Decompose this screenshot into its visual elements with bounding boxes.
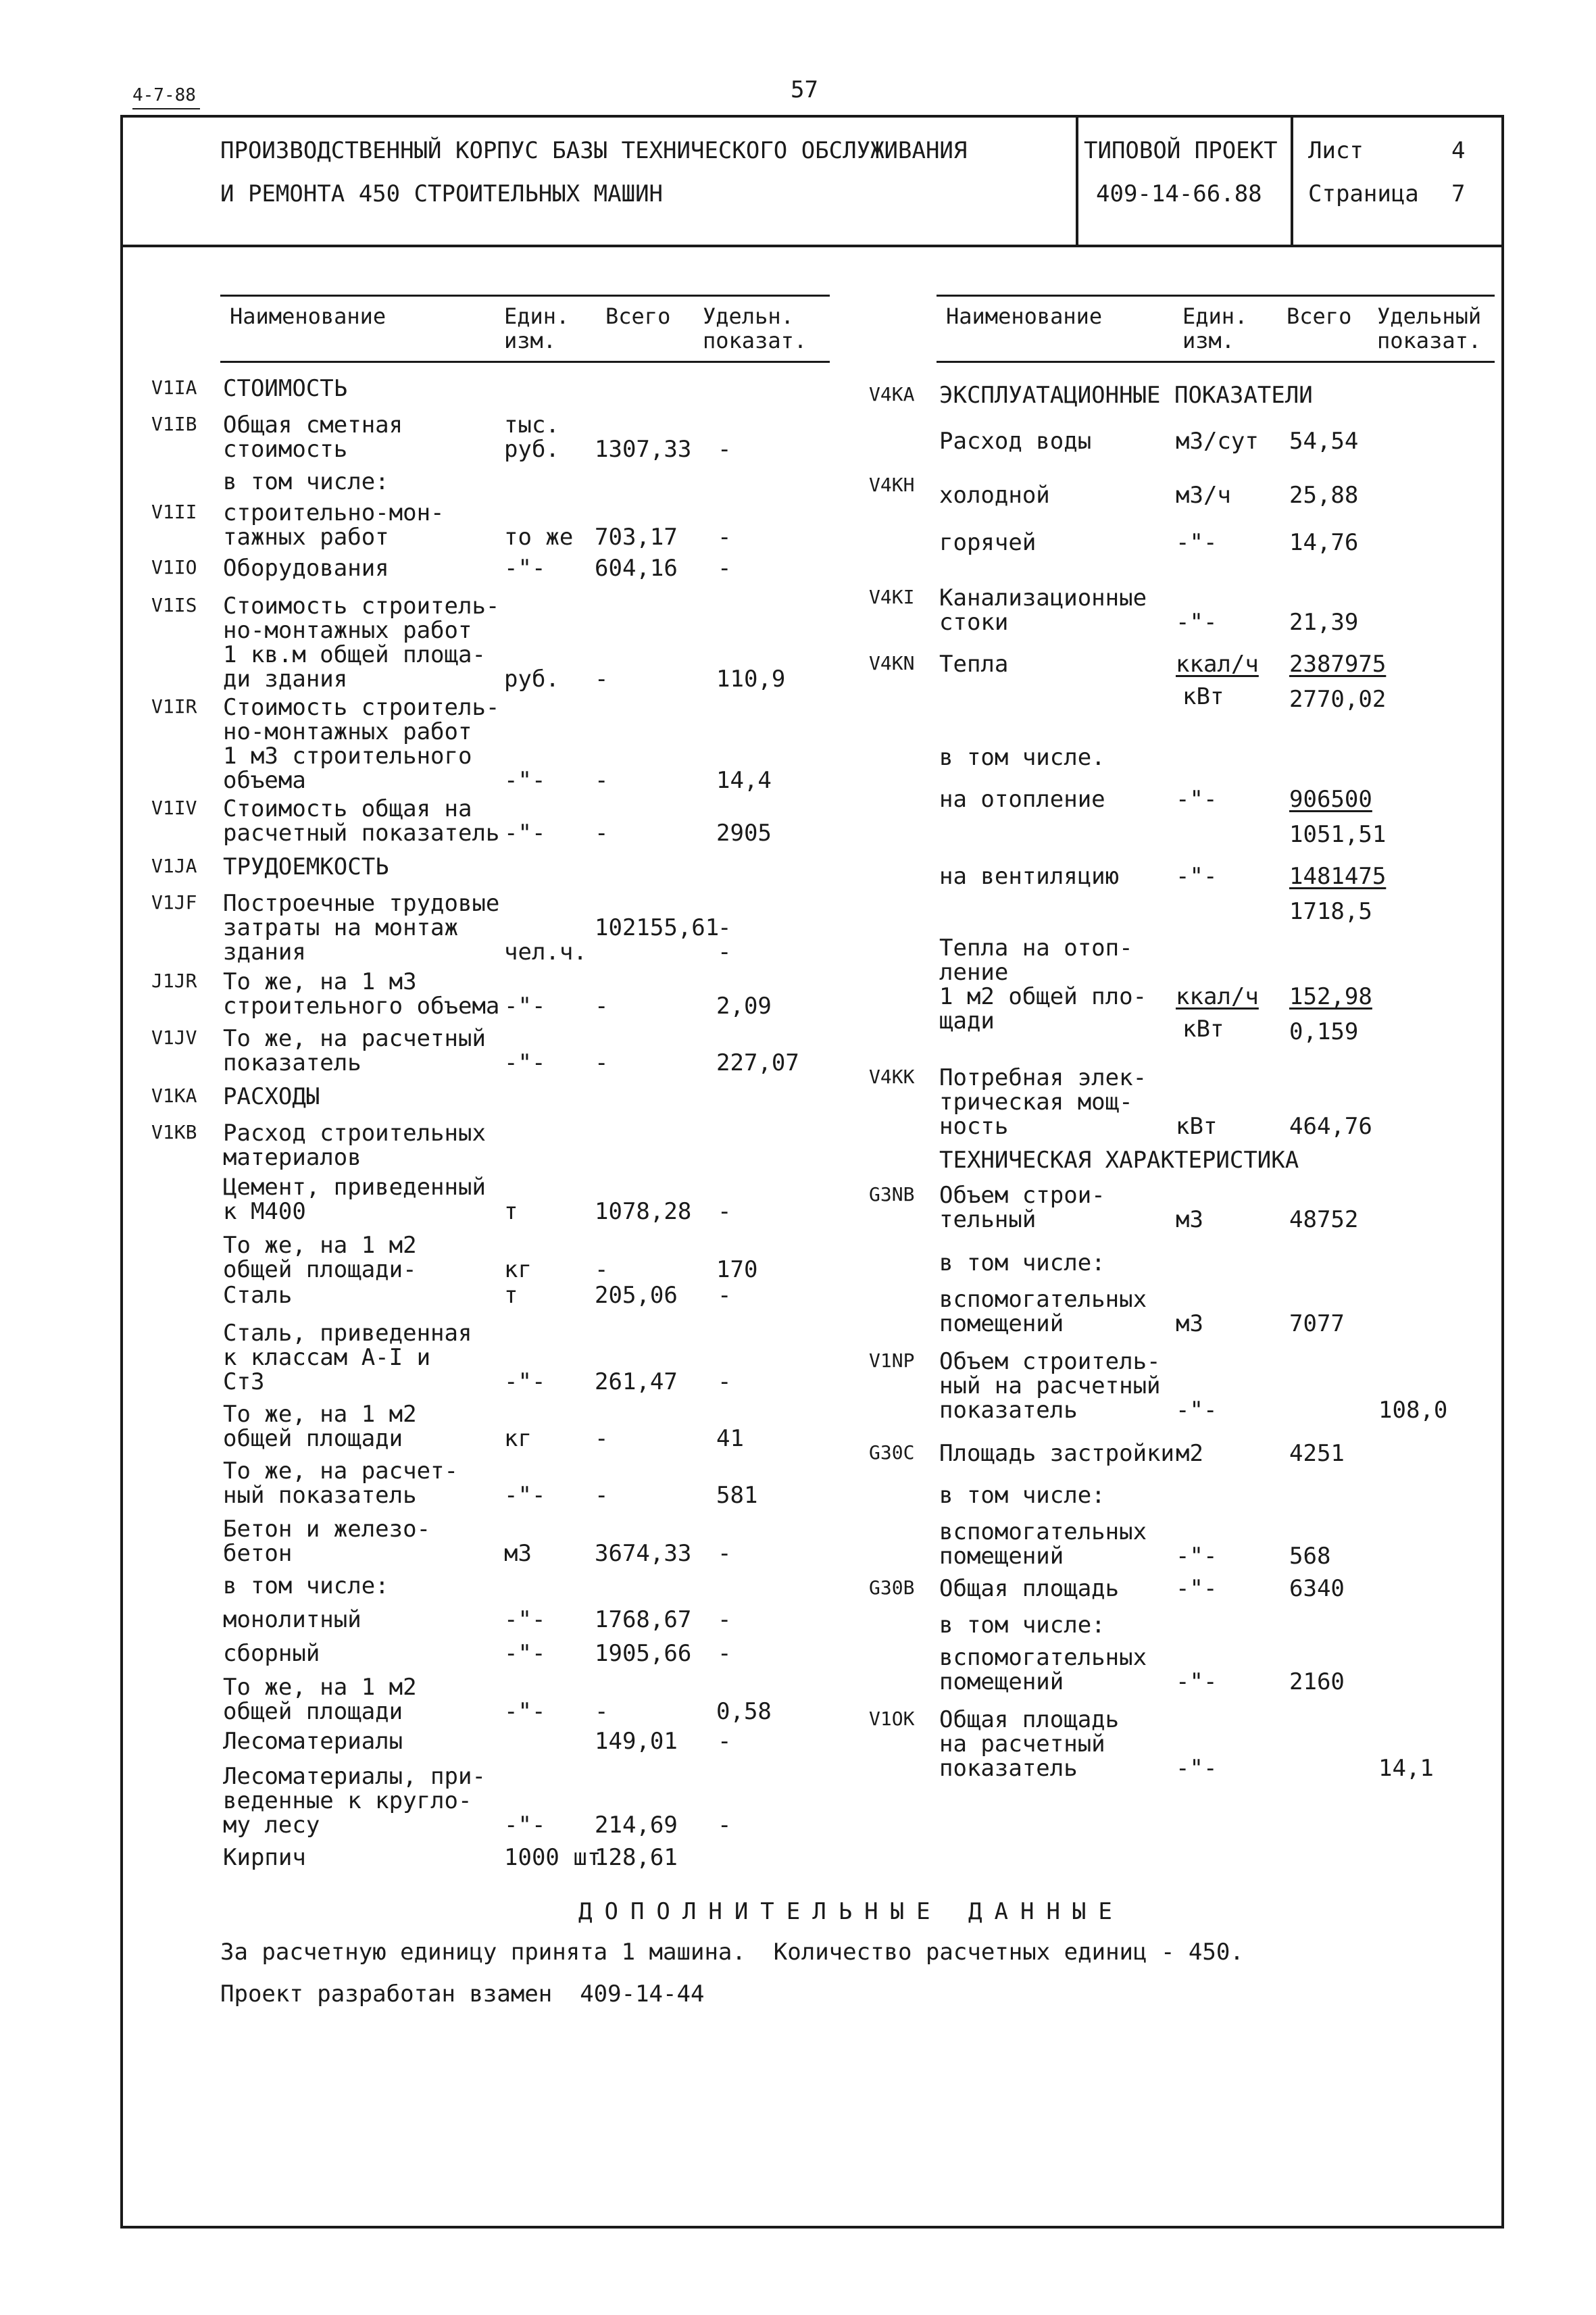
row-name-line: но-монтажных работ <box>223 718 472 745</box>
row-name-line: материалов <box>223 1144 361 1171</box>
row-unit: 1000 шт <box>504 1844 601 1871</box>
row-name-line: Сталь, приведенная <box>223 1320 472 1347</box>
title-block-divider-1 <box>1076 115 1078 246</box>
row-total: 906500 <box>1289 786 1372 813</box>
page-value: 7 <box>1451 180 1466 207</box>
row-name-line: Стоимость строитель- <box>223 593 500 620</box>
row-name-line: Расход воды <box>939 428 1092 455</box>
row-total: 2387975 <box>1289 651 1387 678</box>
row-unit: кВт <box>1176 1113 1218 1140</box>
row-code: V4KN <box>869 652 915 674</box>
row-total: 7077 <box>1289 1310 1345 1337</box>
left-header-unit-1: Един. <box>504 303 570 329</box>
row-name-line: вспомогательных <box>939 1518 1147 1545</box>
row-unit: т <box>504 1198 518 1225</box>
row-name-line: общей площади <box>223 1698 403 1725</box>
row-unit: ккал/ч <box>1176 651 1259 678</box>
row-total: 205,06 <box>595 1282 678 1309</box>
row-name-line: Канализационные <box>939 584 1147 612</box>
row-unit: м3 <box>504 1540 532 1567</box>
row-name-line: в том числе: <box>939 1482 1105 1509</box>
row-unit: -"- <box>504 1698 546 1725</box>
row-code: J1JR <box>151 970 197 992</box>
row-name-line: расчетный показатель <box>223 820 500 847</box>
row-total: 703,17 <box>595 524 678 551</box>
row-name-line: показатель <box>223 1049 361 1076</box>
row-spec: 581 <box>716 1482 758 1509</box>
row-name-line: Общая сметная <box>223 412 403 439</box>
row-total: 1718,5 <box>1289 898 1372 925</box>
row-total: 54,54 <box>1289 428 1359 455</box>
row-spec: 227,07 <box>716 1049 799 1076</box>
footer-line-1: За расчетную единицу принята 1 машина. Количество расчетных единиц - 450. <box>220 1939 1244 1966</box>
row-code: V1KB <box>151 1121 197 1143</box>
row-spec: 2905 <box>716 820 772 847</box>
row-code: V4KA <box>869 383 915 405</box>
row-unit: руб. <box>504 666 559 693</box>
row-name-line: 1 м2 общей пло- <box>939 983 1147 1010</box>
row-code: V1IB <box>151 413 197 435</box>
right-header-unit-2: изм. <box>1182 328 1235 353</box>
row-unit: -"- <box>1176 529 1218 556</box>
row-total: 568 <box>1289 1543 1331 1570</box>
row-total: 214,69 <box>595 1812 678 1839</box>
row-name-line: Цемент, приведенный <box>223 1174 486 1201</box>
row-name-line: показатель <box>939 1755 1078 1782</box>
row-name-line: То же, на 1 м3 <box>223 968 417 995</box>
row-unit: кВт <box>1182 1016 1224 1043</box>
row-spec: 41 <box>716 1425 744 1452</box>
row-name-line: к классам А-I и <box>223 1344 431 1371</box>
row-name-line: Стоимость общая на <box>223 795 472 822</box>
row-unit: м3 <box>1176 1310 1203 1337</box>
row-total: 261,47 <box>595 1368 678 1395</box>
row-name-line: ТЕХНИЧЕСКАЯ ХАРАКТЕРИСТИКА <box>939 1147 1299 1174</box>
sheet-label: Лист <box>1308 137 1364 164</box>
row-total: 2160 <box>1289 1668 1345 1695</box>
row-name-line: То же, на расчетный <box>223 1025 486 1052</box>
row-unit: -"- <box>1176 786 1218 813</box>
row-unit: то же <box>504 524 574 551</box>
row-name-line: Площадь застройки <box>939 1440 1174 1467</box>
row-code: V1IV <box>151 797 197 819</box>
row-name-line: ление <box>939 959 1009 986</box>
row-name-line: щади <box>939 1007 995 1035</box>
row-name-line: ЭКСПЛУАТАЦИОННЫЕ ПОКАЗАТЕЛИ <box>939 382 1313 409</box>
row-total: 102155,61 <box>595 914 720 941</box>
row-spec: - <box>718 524 732 551</box>
row-name-line: То же, на 1 м2 <box>223 1232 417 1259</box>
row-spec: 108,0 <box>1378 1397 1448 1424</box>
row-total: 128,61 <box>595 1844 678 1871</box>
row-unit: м3/сут <box>1176 428 1259 455</box>
left-header-unit-2: изм. <box>504 328 557 353</box>
row-name-line: То же, на расчет- <box>223 1458 458 1485</box>
row-unit: кВт <box>1182 683 1224 710</box>
row-code: V4KH <box>869 474 915 496</box>
row-name-line: горячей <box>939 529 1037 556</box>
row-code: V1IA <box>151 376 197 399</box>
row-unit: тыс. <box>504 412 559 439</box>
row-name-line: Объем строитель- <box>939 1348 1161 1375</box>
row-name-line: затраты на монтаж <box>223 914 458 941</box>
row-spec: - <box>718 1728 732 1755</box>
row-total: 48752 <box>1289 1206 1359 1233</box>
row-name-line: 1 кв.м общей площа- <box>223 641 486 668</box>
row-name-line: Потребная элек- <box>939 1064 1147 1091</box>
row-unit: кг <box>504 1425 532 1452</box>
row-name-line: Лесоматериалы, при- <box>223 1763 486 1790</box>
row-name-line: стоки <box>939 609 1009 636</box>
row-code: V1JF <box>151 891 197 914</box>
left-header-spec-2: показат. <box>703 328 807 353</box>
left-header-total: Всего <box>605 303 671 329</box>
row-total: 464,76 <box>1289 1113 1372 1140</box>
row-name-line: на вентиляцию <box>939 863 1120 890</box>
footer-line-2: Проект разработан взамен 409-14-44 <box>220 1981 705 2008</box>
row-name-line: помещений <box>939 1668 1064 1695</box>
row-spec: - <box>718 1198 732 1225</box>
row-unit: -"- <box>1176 1397 1218 1424</box>
row-unit: -"- <box>504 555 546 582</box>
left-header-top-rule <box>220 295 830 297</box>
row-unit: т <box>504 1282 518 1309</box>
row-unit: -"- <box>504 1368 546 1395</box>
row-name-line: Бетон и железо- <box>223 1516 431 1543</box>
row-unit: -"- <box>504 993 546 1020</box>
row-name-line: Ст3 <box>223 1368 265 1395</box>
row-total: - <box>595 767 609 794</box>
row-spec: - <box>718 436 732 463</box>
row-code: V1OK <box>869 1708 915 1730</box>
row-name-line: Построечные трудовые <box>223 890 500 917</box>
row-code: V1IS <box>151 594 197 616</box>
row-unit: -"- <box>504 820 546 847</box>
row-spec: 0,58 <box>716 1698 772 1725</box>
row-spec: - <box>718 1368 732 1395</box>
project-label: ТИПОВОЙ ПРОЕКТ <box>1084 137 1278 164</box>
row-unit: м2 <box>1176 1440 1203 1467</box>
row-spec: - <box>718 914 732 941</box>
row-name-line: То же, на 1 м2 <box>223 1674 417 1701</box>
row-unit: чел.ч. <box>504 939 587 966</box>
row-code: V4KI <box>869 586 915 608</box>
row-total: 6340 <box>1289 1575 1345 1602</box>
row-total: 604,16 <box>595 555 678 582</box>
row-code: V1IO <box>151 556 197 578</box>
row-name-line: Сталь <box>223 1282 293 1309</box>
row-name-line: помещений <box>939 1310 1064 1337</box>
right-header-spec-1: Удельный <box>1377 303 1482 329</box>
row-total: - <box>595 993 609 1020</box>
row-unit: м3 <box>1176 1206 1203 1233</box>
row-name-line: тажных работ <box>223 524 389 551</box>
row-name-line: здания <box>223 939 306 966</box>
row-name-line: Кирпич <box>223 1844 306 1871</box>
row-name-line: на отопление <box>939 786 1105 813</box>
row-spec: - <box>718 1606 732 1633</box>
row-spec: - <box>718 1812 732 1839</box>
row-name-line: То же, на 1 м2 <box>223 1401 417 1428</box>
row-total: 0,159 <box>1289 1018 1359 1045</box>
row-total: - <box>595 1256 609 1283</box>
row-unit: ккал/ч <box>1176 983 1259 1010</box>
row-spec: 2,09 <box>716 993 772 1020</box>
row-unit: руб. <box>504 436 559 463</box>
row-spec: 170 <box>716 1256 758 1283</box>
left-header-spec-1: Удельн. <box>703 303 794 329</box>
row-spec: - <box>718 1540 732 1567</box>
row-name-line: СТОИМОСТЬ <box>223 375 348 402</box>
row-total: - <box>595 666 609 693</box>
row-name-line: на расчетный <box>939 1731 1105 1758</box>
row-name-line: общей площади <box>223 1425 403 1452</box>
row-name-line: РАСХОДЫ <box>223 1083 320 1110</box>
row-code: V1IR <box>151 695 197 718</box>
row-total: 152,98 <box>1289 983 1372 1010</box>
row-name-line: трическая мощ- <box>939 1089 1133 1116</box>
row-name-line: общей площади- <box>223 1256 417 1283</box>
doc-code: 4-7-88 <box>132 85 196 105</box>
page-number: 57 <box>791 76 818 103</box>
row-total: - <box>595 820 609 847</box>
row-total: 3674,33 <box>595 1540 692 1567</box>
row-code: G30B <box>869 1576 915 1599</box>
row-name-line: Расход строительных <box>223 1120 486 1147</box>
row-name-line: ди здания <box>223 666 348 693</box>
row-unit: -"- <box>504 1606 546 1633</box>
row-total: 1078,28 <box>595 1198 692 1225</box>
row-code: V1KA <box>151 1085 197 1107</box>
row-total: - <box>595 1049 609 1076</box>
row-name-line: сборный <box>223 1640 320 1667</box>
row-unit: м3/ч <box>1176 482 1231 509</box>
right-header-top-rule <box>937 295 1495 297</box>
right-header-spec-2: показат. <box>1377 328 1482 353</box>
row-name-line: строительно-мон- <box>223 499 445 526</box>
row-name-line: тельный <box>939 1206 1037 1233</box>
row-name-line: вспомогательных <box>939 1286 1147 1313</box>
title-line-2: И РЕМОНТА 450 СТРОИТЕЛЬНЫХ МАШИН <box>220 180 664 207</box>
row-total: - <box>595 1425 609 1452</box>
row-name-line: Общая площадь <box>939 1575 1120 1602</box>
row-name-line: му лесу <box>223 1812 320 1839</box>
row-spec: - <box>718 1282 732 1309</box>
row-name-line: строительного объема <box>223 993 500 1020</box>
row-name-line: Тепла на отоп- <box>939 935 1133 962</box>
row-name-line: объема <box>223 767 306 794</box>
row-name-line: монолитный <box>223 1606 361 1633</box>
row-name-line: веденные к кругло- <box>223 1787 472 1814</box>
row-name-line: Лесоматериалы <box>223 1728 403 1755</box>
row-code: V1II <box>151 501 197 523</box>
row-name-line: в том числе: <box>939 1612 1105 1639</box>
row-name-line: бетон <box>223 1540 293 1567</box>
title-line-1: ПРОИЗВОДСТВЕННЫЙ КОРПУС БАЗЫ ТЕХНИЧЕСКОГО ОБСЛУЖИВАНИЯ <box>220 137 968 164</box>
row-name-line: холодной <box>939 482 1050 509</box>
sheet-value: 4 <box>1451 137 1466 164</box>
right-header-bottom-rule <box>937 361 1495 363</box>
row-name-line: ный на расчетный <box>939 1372 1161 1399</box>
row-code: G30C <box>869 1441 915 1464</box>
row-name-line: в том числе: <box>223 1572 389 1599</box>
row-unit: -"- <box>504 1049 546 1076</box>
row-name-line: Оборудования <box>223 555 389 582</box>
row-total: 1481475 <box>1289 863 1387 890</box>
project-number: 409-14-66.88 <box>1096 180 1262 207</box>
title-block-divider-2 <box>1291 115 1293 246</box>
row-unit: -"- <box>1176 1575 1218 1602</box>
row-total: 1768,67 <box>595 1606 692 1633</box>
row-name-line: Стоимость строитель- <box>223 694 500 721</box>
row-unit: -"- <box>504 1482 546 1509</box>
row-total: 1307,33 <box>595 436 692 463</box>
row-unit: кг <box>504 1256 532 1283</box>
right-header-name: Наименование <box>946 303 1103 329</box>
additional-data-heading: ДОПОЛНИТЕЛЬНЫЕ ДАННЫЕ <box>578 1898 1124 1925</box>
row-total: 14,76 <box>1289 529 1359 556</box>
row-name-line: показатель <box>939 1397 1078 1424</box>
row-name-line: ТРУДОЕМКОСТЬ <box>223 853 389 880</box>
row-code: G3NB <box>869 1183 915 1205</box>
title-block-bottom-border <box>120 245 1504 247</box>
row-code: V1JA <box>151 855 197 877</box>
row-spec: - <box>718 939 732 966</box>
row-name-line: 1 м3 строительного <box>223 743 472 770</box>
row-total: 149,01 <box>595 1728 678 1755</box>
row-name-line: вспомогательных <box>939 1644 1147 1671</box>
row-name-line: помещений <box>939 1543 1064 1570</box>
row-unit: -"- <box>1176 1755 1218 1782</box>
row-name-line: Тепла <box>939 651 1009 678</box>
row-unit: -"- <box>1176 609 1218 636</box>
row-total: 1051,51 <box>1289 821 1387 848</box>
row-unit: -"- <box>1176 863 1218 890</box>
row-total: 1905,66 <box>595 1640 692 1667</box>
left-header-bottom-rule <box>220 361 830 363</box>
row-unit: -"- <box>504 1812 546 1839</box>
row-total: 4251 <box>1289 1440 1345 1467</box>
row-name-line: но-монтажных работ <box>223 617 472 644</box>
row-name-line: к М400 <box>223 1198 306 1225</box>
row-spec: 14,4 <box>716 767 772 794</box>
row-spec: - <box>718 555 732 582</box>
row-total: 2770,02 <box>1289 686 1387 713</box>
row-total: 21,39 <box>1289 609 1359 636</box>
row-unit: -"- <box>504 1640 546 1667</box>
row-name-line: Общая площадь <box>939 1706 1120 1733</box>
row-spec: 14,1 <box>1378 1755 1434 1782</box>
row-total: - <box>595 1698 609 1725</box>
row-total: 25,88 <box>1289 482 1359 509</box>
row-code: V1NP <box>869 1349 915 1372</box>
row-name-line: в том числе. <box>939 744 1105 771</box>
row-name-line: в том числе: <box>223 468 389 495</box>
right-header-unit-1: Един. <box>1182 303 1248 329</box>
row-unit: -"- <box>1176 1668 1218 1695</box>
row-spec: - <box>718 1640 732 1667</box>
left-header-name: Наименование <box>230 303 386 329</box>
row-code: V1JV <box>151 1026 197 1049</box>
row-unit: -"- <box>504 767 546 794</box>
right-header-total: Всего <box>1287 303 1352 329</box>
row-spec: 110,9 <box>716 666 786 693</box>
row-name-line: в том числе: <box>939 1249 1105 1276</box>
row-name-line: ный показатель <box>223 1482 417 1509</box>
row-name-line: стоимость <box>223 436 348 463</box>
row-name-line: ность <box>939 1113 1009 1140</box>
doc-code-underline <box>132 108 200 109</box>
row-name-line: Объем строи- <box>939 1182 1105 1209</box>
row-total: - <box>595 1482 609 1509</box>
row-code: V4KK <box>869 1066 915 1088</box>
row-unit: -"- <box>1176 1543 1218 1570</box>
page-label: Страница <box>1308 180 1419 207</box>
